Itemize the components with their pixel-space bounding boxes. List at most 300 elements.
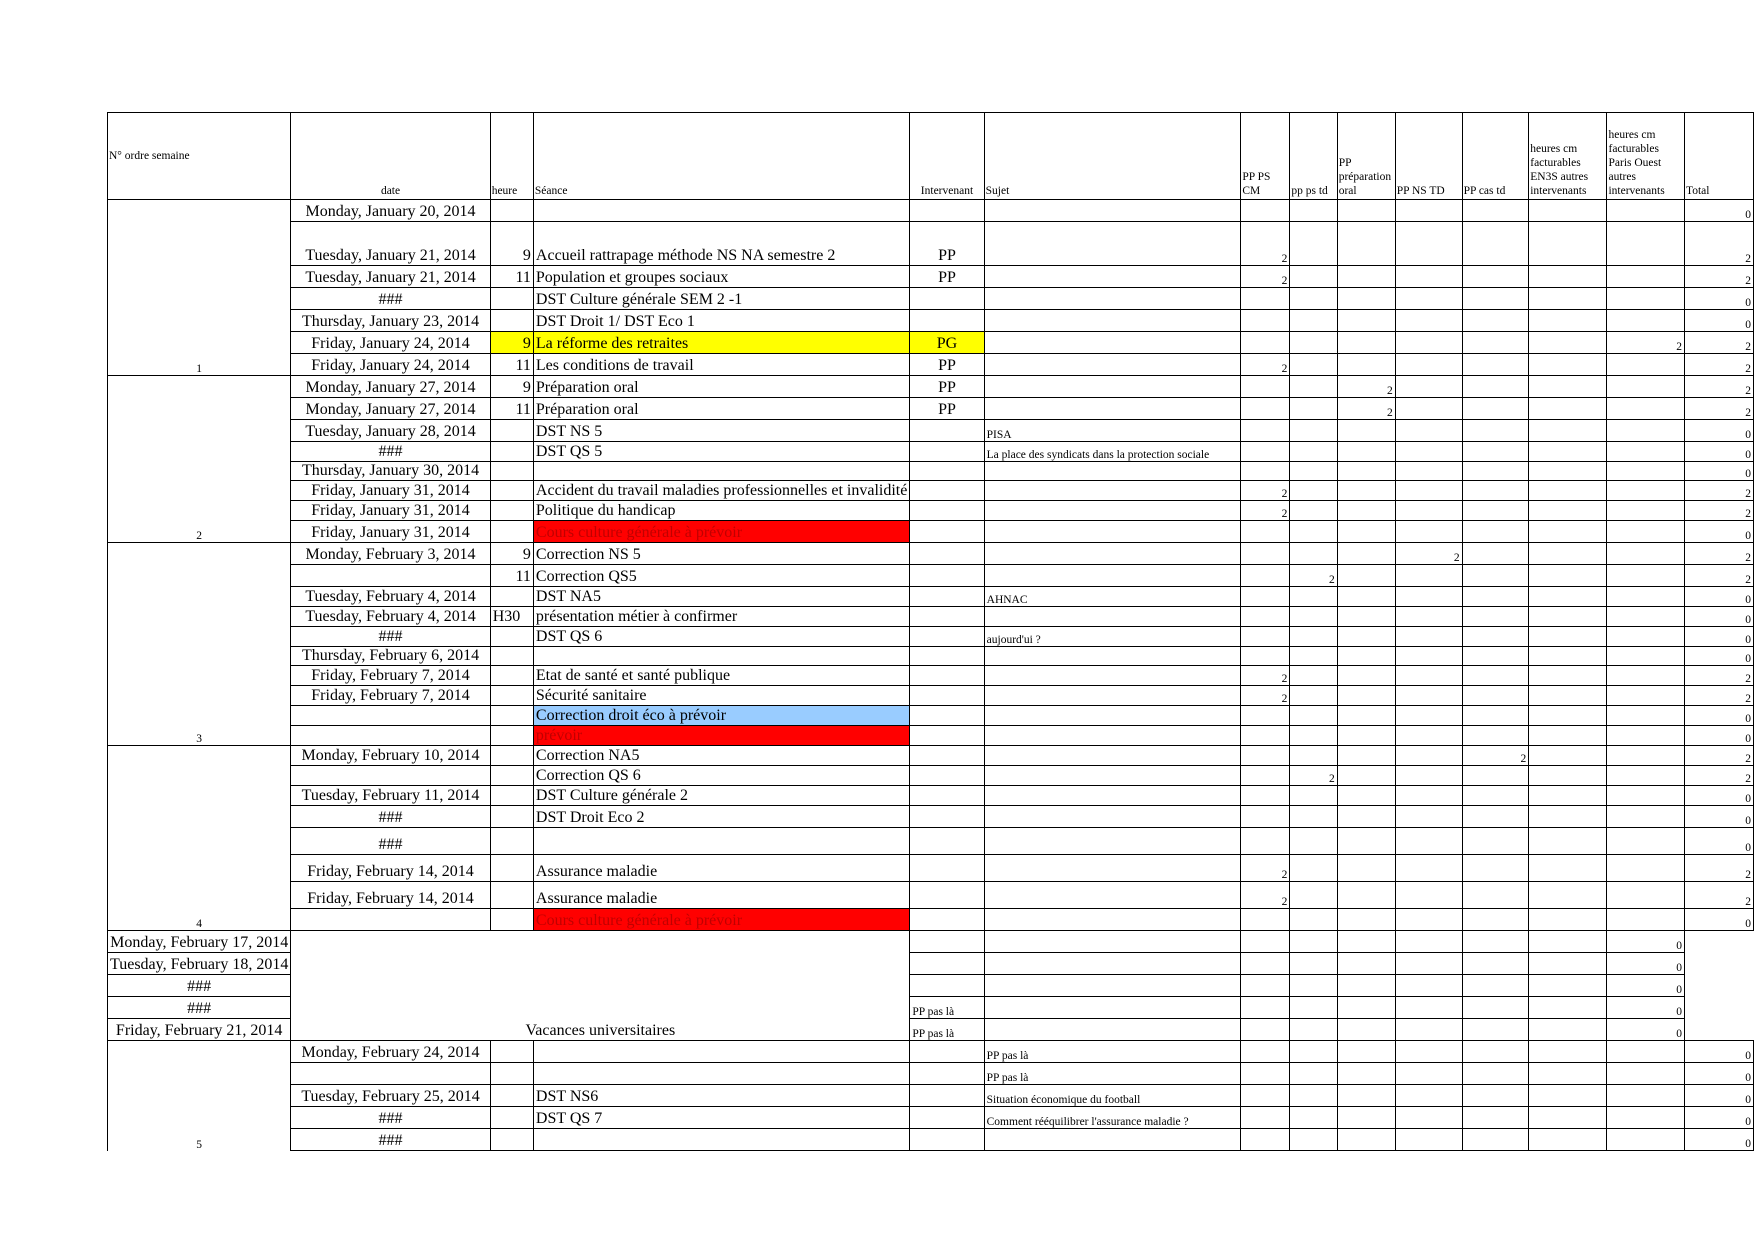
paris-ouest-cell	[1607, 200, 1685, 222]
table-row	[108, 398, 1754, 420]
sujet-cell	[984, 222, 1241, 266]
table-row	[108, 442, 1754, 462]
pp-prep-oral-cell	[1290, 975, 1337, 997]
pp-cas-td-cell	[1462, 332, 1529, 354]
table-row	[108, 766, 1754, 786]
pp-prep-oral-cell	[1337, 442, 1395, 462]
pp-cas-td-cell	[1462, 398, 1529, 420]
seance-cell: DST NS6	[533, 1085, 909, 1107]
total-cell: 2	[1684, 882, 1753, 909]
paris-ouest-cell	[1607, 666, 1685, 686]
date-cell: Friday, January 24, 2014	[291, 332, 490, 354]
paris-ouest-cell	[1607, 310, 1685, 332]
seance-cell: Préparation oral	[533, 376, 909, 398]
en3s-cell	[1529, 766, 1607, 786]
pp-cas-td-cell	[1395, 953, 1462, 975]
pp-prep-oral-cell	[1337, 627, 1395, 647]
sujet-cell	[910, 975, 984, 997]
intervenant-cell: PP	[910, 222, 984, 266]
seance-cell: Préparation oral	[533, 398, 909, 420]
total-cell: 0	[1607, 953, 1685, 975]
en3s-cell	[1529, 442, 1607, 462]
pp-ps-cm-cell	[984, 997, 1241, 1019]
pp-prep-oral-cell	[1337, 310, 1395, 332]
header-pp-ns-td: PP NS TD	[1395, 113, 1462, 200]
seance-cell: DST QS 5	[533, 442, 909, 462]
seance-cell: Politique du handicap	[533, 501, 909, 521]
pp-prep-oral-cell	[1337, 565, 1395, 587]
header-pp-prep-oral: PP préparation oral	[1337, 113, 1395, 200]
table-row	[108, 376, 1754, 398]
pp-ps-cm-cell	[1241, 909, 1290, 931]
intervenant-cell	[910, 607, 984, 627]
intervenant-cell	[910, 806, 984, 828]
sujet-cell: AHNAC	[984, 587, 1241, 607]
pp-prep-oral-cell	[1337, 501, 1395, 521]
pp-cas-td-cell	[1462, 1041, 1529, 1063]
pp-ps-td-cell	[1290, 501, 1337, 521]
pp-ps-cm-cell	[1241, 288, 1290, 310]
heure-cell	[490, 909, 533, 931]
pp-ps-td-cell: 2	[1290, 766, 1337, 786]
date-cell: ###	[291, 627, 490, 647]
pp-ps-td-cell	[1290, 222, 1337, 266]
pp-ps-cm-cell: 2	[1241, 501, 1290, 521]
seance-cell	[533, 1129, 909, 1151]
intervenant-cell: PP	[910, 398, 984, 420]
table-row	[108, 828, 1754, 855]
en3s-cell	[1529, 706, 1607, 726]
date-cell	[291, 726, 490, 746]
seance-cell: Cours culture générale à prévoir	[533, 909, 909, 931]
date-cell: ###	[291, 806, 490, 828]
date-cell: Monday, February 17, 2014	[108, 931, 291, 953]
paris-ouest-cell	[1607, 855, 1685, 882]
heure-cell	[490, 666, 533, 686]
total-cell: 0	[1684, 420, 1753, 442]
date-cell: Tuesday, February 25, 2014	[291, 1085, 490, 1107]
paris-ouest-cell	[1607, 1107, 1685, 1129]
intervenant-cell	[910, 647, 984, 666]
pp-prep-oral-cell	[1337, 543, 1395, 565]
intervenant-cell	[910, 828, 984, 855]
en3s-cell	[1529, 666, 1607, 686]
table-row	[108, 332, 1754, 354]
seance-cell: DST Culture générale 2	[533, 786, 909, 806]
pp-prep-oral-cell	[1337, 726, 1395, 746]
sujet-cell	[984, 481, 1241, 501]
pp-ps-cm-cell	[984, 953, 1241, 975]
pp-ns-td-cell: 2	[1395, 543, 1462, 565]
intervenant-cell	[910, 1107, 984, 1129]
heure-cell: 9	[490, 376, 533, 398]
date-cell: ###	[108, 975, 291, 997]
sujet-cell	[984, 726, 1241, 746]
paris-ouest-cell	[1607, 543, 1685, 565]
pp-ps-cm-cell	[1241, 543, 1290, 565]
sujet-cell	[984, 521, 1241, 543]
pp-prep-oral-cell	[1337, 828, 1395, 855]
table-row	[108, 565, 1754, 587]
en3s-cell	[1529, 647, 1607, 666]
date-cell: ###	[291, 1107, 490, 1129]
pp-cas-td-cell: 2	[1462, 746, 1529, 766]
paris-ouest-cell	[1607, 882, 1685, 909]
pp-ns-td-cell	[1395, 288, 1462, 310]
pp-ns-td-cell	[1395, 1063, 1462, 1085]
sujet-cell: PP pas là	[984, 1041, 1241, 1063]
pp-ns-td-cell	[1395, 726, 1462, 746]
total-cell: 0	[1684, 1041, 1753, 1063]
pp-ns-td-cell	[1337, 931, 1395, 953]
pp-prep-oral-cell	[1337, 882, 1395, 909]
intervenant-cell	[910, 288, 984, 310]
en3s-cell	[1529, 587, 1607, 607]
seance-cell: Correction QS 6	[533, 766, 909, 786]
total-cell: 0	[1684, 726, 1753, 746]
table-row	[108, 931, 1754, 953]
en3s-cell	[1529, 806, 1607, 828]
date-cell: Friday, February 7, 2014	[291, 686, 490, 706]
seance-cell	[533, 647, 909, 666]
pp-prep-oral-cell	[1337, 481, 1395, 501]
pp-ns-td-cell	[1395, 420, 1462, 442]
paris-ouest-cell	[1607, 746, 1685, 766]
pp-ps-cm-cell: 2	[1241, 222, 1290, 266]
pp-ns-td-cell	[1395, 200, 1462, 222]
sujet-cell: aujourd'ui ?	[984, 627, 1241, 647]
pp-ps-td-cell	[1290, 521, 1337, 543]
sujet-cell: PP pas là	[910, 997, 984, 1019]
pp-ns-td-cell	[1395, 587, 1462, 607]
sujet-cell	[984, 766, 1241, 786]
paris-ouest-cell	[1607, 222, 1685, 266]
pp-ps-cm-cell	[1241, 587, 1290, 607]
sujet-cell	[984, 462, 1241, 481]
intervenant-cell	[910, 501, 984, 521]
pp-ps-td-cell: 2	[1290, 565, 1337, 587]
week-number-cell: 2	[108, 376, 291, 543]
total-cell: 0	[1684, 1085, 1753, 1107]
paris-ouest-cell	[1607, 607, 1685, 627]
total-cell: 0	[1684, 607, 1753, 627]
pp-cas-td-cell	[1462, 786, 1529, 806]
pp-prep-oral-cell	[1337, 222, 1395, 266]
pp-ns-td-cell	[1395, 1041, 1462, 1063]
date-cell: Tuesday, February 4, 2014	[291, 587, 490, 607]
heure-cell	[490, 828, 533, 855]
total-cell: 2	[1684, 543, 1753, 565]
date-cell: Monday, January 27, 2014	[291, 398, 490, 420]
pp-prep-oral-cell: 2	[1337, 398, 1395, 420]
sujet-cell	[910, 931, 984, 953]
seance-cell: Correction NA5	[533, 746, 909, 766]
pp-ps-cm-cell	[1241, 1041, 1290, 1063]
pp-ns-td-cell	[1337, 1019, 1395, 1041]
en3s-cell	[1529, 376, 1607, 398]
table-row	[108, 806, 1754, 828]
seance-cell: Accident du travail maladies professionnelles et invalidité	[533, 481, 909, 501]
heure-cell	[490, 521, 533, 543]
pp-prep-oral-cell	[1337, 266, 1395, 288]
pp-prep-oral-cell	[1337, 420, 1395, 442]
pp-prep-oral-cell	[1337, 786, 1395, 806]
pp-prep-oral-cell	[1337, 1063, 1395, 1085]
paris-ouest-cell	[1607, 909, 1685, 931]
date-cell: Thursday, February 6, 2014	[291, 647, 490, 666]
sujet-cell	[984, 354, 1241, 376]
pp-ps-td-cell	[1241, 953, 1290, 975]
pp-prep-oral-cell	[1290, 997, 1337, 1019]
pp-ns-td-cell	[1395, 882, 1462, 909]
total-cell: 0	[1684, 706, 1753, 726]
intervenant-cell	[910, 766, 984, 786]
pp-cas-td-cell	[1462, 627, 1529, 647]
header-pp-cas-td: PP cas td	[1462, 113, 1529, 200]
pp-ns-td-cell	[1395, 266, 1462, 288]
header-week: N° ordre semaine	[108, 113, 291, 200]
pp-prep-oral-cell	[1290, 953, 1337, 975]
paris-ouest-cell	[1607, 521, 1685, 543]
pp-ps-td-cell	[1241, 975, 1290, 997]
intervenant-cell	[910, 442, 984, 462]
heure-cell	[490, 481, 533, 501]
paris-ouest-cell	[1607, 266, 1685, 288]
heure-cell	[490, 786, 533, 806]
table-row	[108, 882, 1754, 909]
en3s-cell	[1529, 501, 1607, 521]
en3s-cell	[1529, 828, 1607, 855]
pp-ps-cm-cell: 2	[1241, 882, 1290, 909]
pp-ps-td-cell	[1290, 627, 1337, 647]
paris-ouest-cell	[1607, 1129, 1685, 1151]
pp-cas-td-cell	[1462, 376, 1529, 398]
heure-cell	[490, 806, 533, 828]
table-row	[108, 746, 1754, 766]
heure-cell: 11	[490, 565, 533, 587]
vacances-cell: Vacances universitaires	[291, 931, 910, 1041]
paris-ouest-cell	[1607, 442, 1685, 462]
pp-cas-td-cell	[1462, 521, 1529, 543]
pp-cas-td-cell	[1462, 706, 1529, 726]
pp-ps-td-cell	[1290, 806, 1337, 828]
seance-cell: Population et groupes sociaux	[533, 266, 909, 288]
week-number-cell: 3	[108, 543, 291, 746]
pp-ps-td-cell	[1290, 706, 1337, 726]
pp-ps-cm-cell	[984, 1019, 1241, 1041]
pp-ns-td-cell	[1395, 627, 1462, 647]
pp-ps-td-cell	[1290, 686, 1337, 706]
intervenant-cell	[910, 909, 984, 931]
sujet-cell	[984, 543, 1241, 565]
en3s-cell	[1529, 420, 1607, 442]
sujet-cell	[984, 909, 1241, 931]
intervenant-cell	[910, 481, 984, 501]
seance-cell: DST Droit 1/ DST Eco 1	[533, 310, 909, 332]
en3s-cell	[1529, 398, 1607, 420]
en3s-cell	[1529, 1085, 1607, 1107]
paris-ouest-cell	[1529, 997, 1607, 1019]
heure-cell: 11	[490, 354, 533, 376]
pp-cas-td-cell	[1462, 666, 1529, 686]
header-sujet: Sujet	[984, 113, 1241, 200]
pp-ns-td-cell	[1395, 909, 1462, 931]
paris-ouest-cell	[1607, 647, 1685, 666]
date-cell: Tuesday, February 11, 2014	[291, 786, 490, 806]
paris-ouest-cell	[1529, 975, 1607, 997]
heure-cell	[490, 855, 533, 882]
pp-cas-td-cell	[1395, 975, 1462, 997]
table-row	[108, 909, 1754, 931]
pp-ns-td-cell	[1395, 565, 1462, 587]
date-cell: ###	[291, 828, 490, 855]
pp-ns-td-cell	[1395, 666, 1462, 686]
pp-ps-td-cell	[1290, 909, 1337, 931]
sujet-cell: Comment rééquilibrer l'assurance maladie ?	[984, 1107, 1241, 1129]
date-cell: Tuesday, January 21, 2014	[291, 222, 490, 266]
heure-cell	[490, 1041, 533, 1063]
en3s-cell	[1529, 909, 1607, 931]
pp-ns-td-cell	[1395, 647, 1462, 666]
en3s-cell	[1529, 1129, 1607, 1151]
en3s-cell	[1462, 975, 1529, 997]
pp-ps-td-cell	[1290, 200, 1337, 222]
heure-cell	[490, 442, 533, 462]
sujet-cell	[984, 666, 1241, 686]
pp-cas-td-cell	[1462, 806, 1529, 828]
pp-cas-td-cell	[1462, 442, 1529, 462]
table-row	[108, 310, 1754, 332]
table-row	[108, 647, 1754, 666]
pp-ns-td-cell	[1337, 975, 1395, 997]
date-cell: Friday, January 24, 2014	[291, 354, 490, 376]
pp-ns-td-cell	[1395, 222, 1462, 266]
en3s-cell	[1529, 627, 1607, 647]
pp-ps-td-cell	[1290, 288, 1337, 310]
total-cell: 0	[1684, 442, 1753, 462]
pp-cas-td-cell	[1462, 1085, 1529, 1107]
seance-cell	[533, 1063, 909, 1085]
pp-ps-cm-cell: 2	[1241, 855, 1290, 882]
pp-prep-oral-cell	[1337, 909, 1395, 931]
header-total: Total	[1684, 113, 1753, 200]
date-cell: Tuesday, February 4, 2014	[291, 607, 490, 627]
en3s-cell	[1529, 288, 1607, 310]
total-cell: 0	[1684, 462, 1753, 481]
sujet-cell	[984, 398, 1241, 420]
en3s-cell	[1529, 746, 1607, 766]
pp-ps-td-cell	[1290, 666, 1337, 686]
pp-cas-td-cell	[1462, 686, 1529, 706]
total-cell: 0	[1684, 521, 1753, 543]
total-cell: 2	[1684, 376, 1753, 398]
heure-cell	[490, 726, 533, 746]
table-row	[108, 1041, 1754, 1063]
table-row	[108, 855, 1754, 882]
pp-ps-td-cell	[1290, 332, 1337, 354]
pp-prep-oral-cell	[1337, 607, 1395, 627]
paris-ouest-cell	[1607, 501, 1685, 521]
intervenant-cell	[910, 1129, 984, 1151]
header-seance: Séance	[533, 113, 909, 200]
pp-cas-td-cell	[1462, 266, 1529, 288]
seance-cell: Sécurité sanitaire	[533, 686, 909, 706]
intervenant-cell	[910, 1063, 984, 1085]
heure-cell	[490, 587, 533, 607]
intervenant-cell	[910, 543, 984, 565]
paris-ouest-cell	[1607, 1063, 1685, 1085]
total-cell: 0	[1684, 806, 1753, 828]
date-cell: Tuesday, January 28, 2014	[291, 420, 490, 442]
pp-ps-cm-cell	[1241, 766, 1290, 786]
heure-cell: 9	[490, 222, 533, 266]
header-date: date	[291, 113, 490, 200]
en3s-cell	[1529, 521, 1607, 543]
heure-cell	[490, 501, 533, 521]
pp-ps-cm-cell	[1241, 607, 1290, 627]
pp-ns-td-cell	[1395, 855, 1462, 882]
sujet-cell: PISA	[984, 420, 1241, 442]
pp-prep-oral-cell	[1337, 647, 1395, 666]
pp-prep-oral-cell	[1337, 587, 1395, 607]
sujet-cell	[984, 1129, 1241, 1151]
table-row	[108, 726, 1754, 746]
date-cell: Friday, February 21, 2014	[108, 1019, 291, 1041]
intervenant-cell	[910, 1085, 984, 1107]
pp-ns-td-cell	[1395, 1085, 1462, 1107]
heure-cell	[490, 1085, 533, 1107]
heure-cell	[490, 1063, 533, 1085]
pp-prep-oral-cell	[1337, 1041, 1395, 1063]
sujet-cell	[984, 565, 1241, 587]
date-cell: Friday, January 31, 2014	[291, 501, 490, 521]
table-row	[108, 354, 1754, 376]
sujet-cell	[984, 828, 1241, 855]
pp-cas-td-cell	[1395, 997, 1462, 1019]
week-number-cell: 1	[108, 200, 291, 376]
pp-cas-td-cell	[1462, 200, 1529, 222]
pp-ps-td-cell	[1290, 442, 1337, 462]
paris-ouest-cell	[1607, 1085, 1685, 1107]
seance-cell: La réforme des retraites	[533, 332, 909, 354]
intervenant-cell	[910, 310, 984, 332]
en3s-cell	[1529, 882, 1607, 909]
pp-ps-cm-cell	[1241, 565, 1290, 587]
total-cell: 0	[1684, 1063, 1753, 1085]
en3s-cell	[1529, 1063, 1607, 1085]
pp-cas-td-cell	[1462, 909, 1529, 931]
table-row	[108, 222, 1754, 266]
table-row	[108, 686, 1754, 706]
pp-ps-td-cell	[1290, 647, 1337, 666]
date-cell: ###	[108, 997, 291, 1019]
paris-ouest-cell	[1607, 706, 1685, 726]
date-cell: Friday, February 7, 2014	[291, 666, 490, 686]
seance-cell	[533, 1041, 909, 1063]
date-cell	[291, 706, 490, 726]
intervenant-cell	[910, 587, 984, 607]
header-pp-ps-cm: PP PS CM	[1241, 113, 1290, 200]
pp-cas-td-cell	[1395, 1019, 1462, 1041]
sujet-cell	[984, 746, 1241, 766]
paris-ouest-cell	[1607, 398, 1685, 420]
sujet-cell	[984, 376, 1241, 398]
pp-ps-cm-cell	[1241, 332, 1290, 354]
date-cell	[291, 766, 490, 786]
pp-prep-oral-cell	[1337, 686, 1395, 706]
date-cell: Thursday, January 23, 2014	[291, 310, 490, 332]
pp-cas-td-cell	[1462, 882, 1529, 909]
